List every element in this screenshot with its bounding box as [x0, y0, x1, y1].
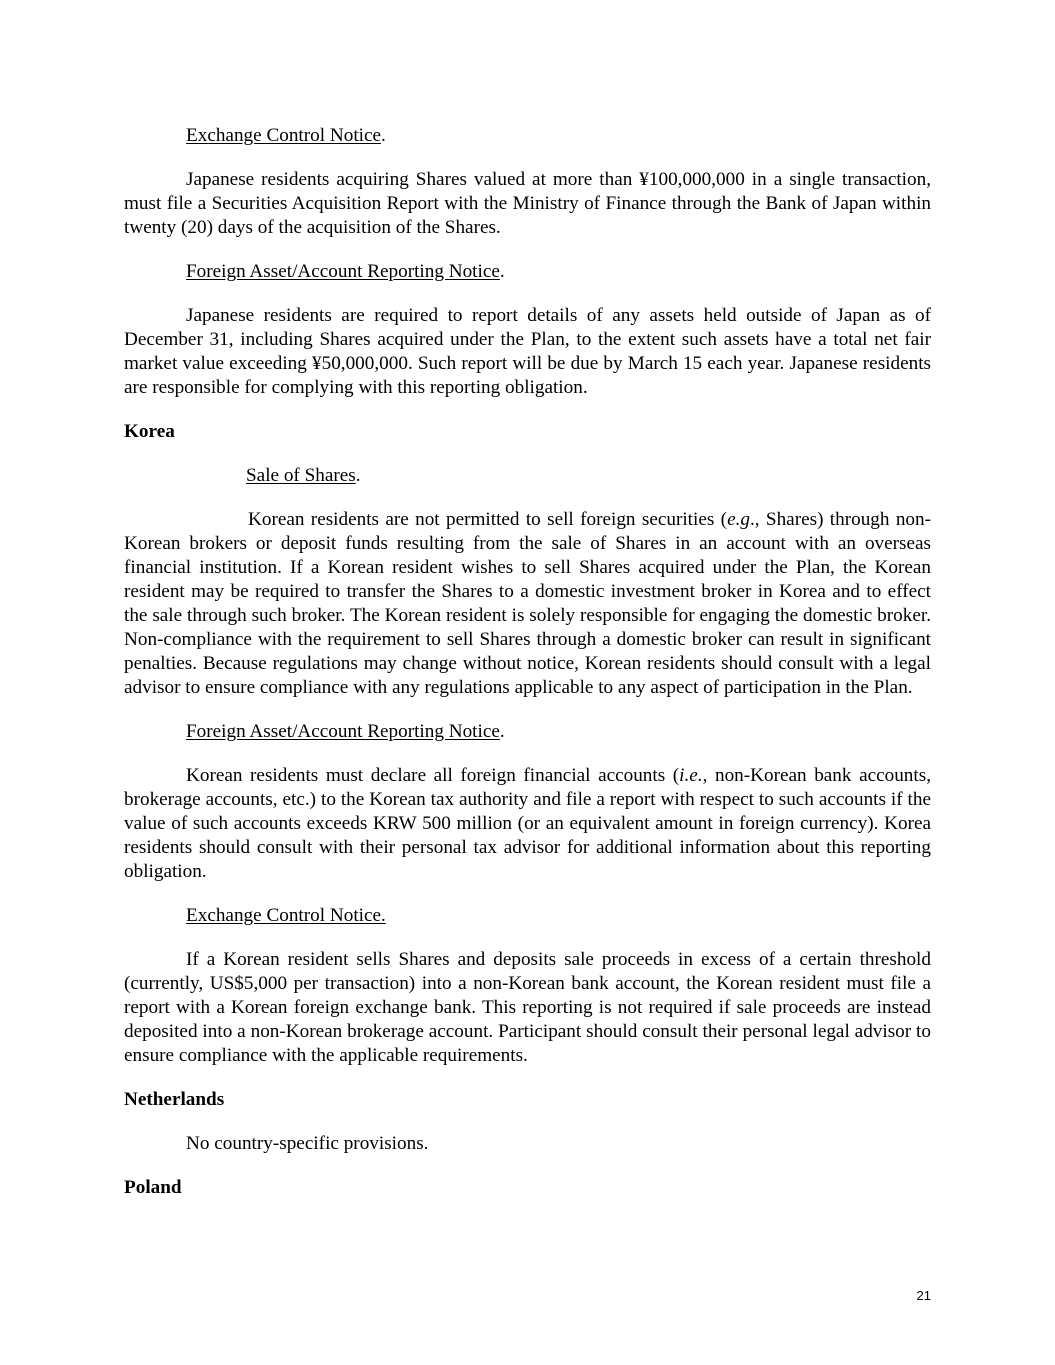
japan-exchange-control-paragraph: Japanese residents acquiring Shares valued at more than ¥100,000,000 in a single transaction, must file a Securities Acquisition Report with the Ministry of Finance through the Bank of Japan within twenty (20) days of the acquisition of the Shares. [124, 169, 931, 238]
korea-exchange-control-heading-text: Exchange Control Notice. [186, 905, 386, 926]
korea-sale-of-shares-heading-text: Sale of Shares [246, 465, 356, 486]
japan-exchange-control-heading [124, 124, 931, 148]
japan-exchange-control-heading-text: Exchange Control Notice [186, 125, 382, 146]
netherlands-provisions-text: No country-specific provisions. [186, 1133, 429, 1154]
korea-exchange-control-paragraph: If a Korean resident sells Shares and deposits sale proceeds in excess of a certain threshold (currently, US$5,000 per transaction) into a non-Korean bank account, the Korean resident must file a report with a Korean foreign exchange bank. This reporting is not required if sale proceeds are instead deposited into a non-Korean brokerage account. Participant should consult their personal legal advisor to ensure compliance with the applicable requirements. [124, 949, 931, 1066]
korea-foreign-asset-paragraph [124, 764, 931, 884]
netherlands-section-title: Netherlands [124, 1089, 225, 1110]
korea-foreign-asset-heading [124, 720, 931, 744]
page-number: 21 [916, 1288, 931, 1303]
poland-section-title: Poland [124, 1177, 182, 1198]
korea-foreign-text-part: , non-Korean bank accounts, brokerage accounts, etc.) to the Korean tax authority and file a report with respect to such accounts if the value of such accounts exceeds KRW 500 million (or an equivalent amount in foreign currency). Korea residents should consult with their personal tax advisor for additional information about this reporting obligation. [124, 765, 931, 882]
japan-foreign-asset-heading [124, 260, 931, 284]
korea-sale-text-part: ., Shares) through non-Korean brokers or deposit funds resulting from the sale of Shares in an account with an overseas financial institution. If a Korean resident wishes to sell Shares acquired under the Plan, the Korean resident may be required to transfer the Shares to a domestic investment broker in Korea and to effect the sale through such broker. The Korean resident is solely responsible for engaging the domestic broker. Non-compliance with the requirement to sell Shares through a domestic broker can result in significant penalties. Because regulations may change without notice, Korean residents should consult with a legal advisor to ensure compliance with any regulations applicable to any aspect of participation in the Plan. [124, 509, 932, 698]
korea-foreign-asset-heading-text: Foreign Asset/Account Reporting Notice [186, 721, 500, 742]
korea-foreign-text-italic: i.e. [679, 765, 703, 786]
heading-period: . [381, 125, 386, 146]
korea-sale-text-part: Korean residents are not permitted to sell foreign securities ( [248, 509, 728, 530]
korea-exchange-control-heading [124, 904, 931, 928]
document-page [124, 124, 931, 1220]
korea-section-title: Korea [124, 421, 175, 442]
heading-period: . [499, 261, 505, 282]
japan-foreign-asset-heading-text: Foreign Asset/Account Reporting Notice [186, 261, 500, 282]
heading-period: . [355, 465, 361, 486]
korea-foreign-text-part: Korean residents must declare all foreign financial accounts ( [186, 765, 680, 786]
heading-period: . [499, 721, 505, 742]
japan-foreign-asset-paragraph: Japanese residents are required to report details of any assets held outside of Japan as of December 31, including Shares acquired under the Plan, to the extent such assets have a total net fair market value exceeding ¥50,000,000. Such report will be due by March 15 each year. Japanese residents are responsible for complying with this reporting obligation. [124, 305, 931, 398]
korea-sale-of-shares-paragraph [124, 508, 931, 700]
korea-sale-text-italic: e.g [727, 509, 750, 530]
korea-sale-of-shares-heading [124, 464, 931, 488]
